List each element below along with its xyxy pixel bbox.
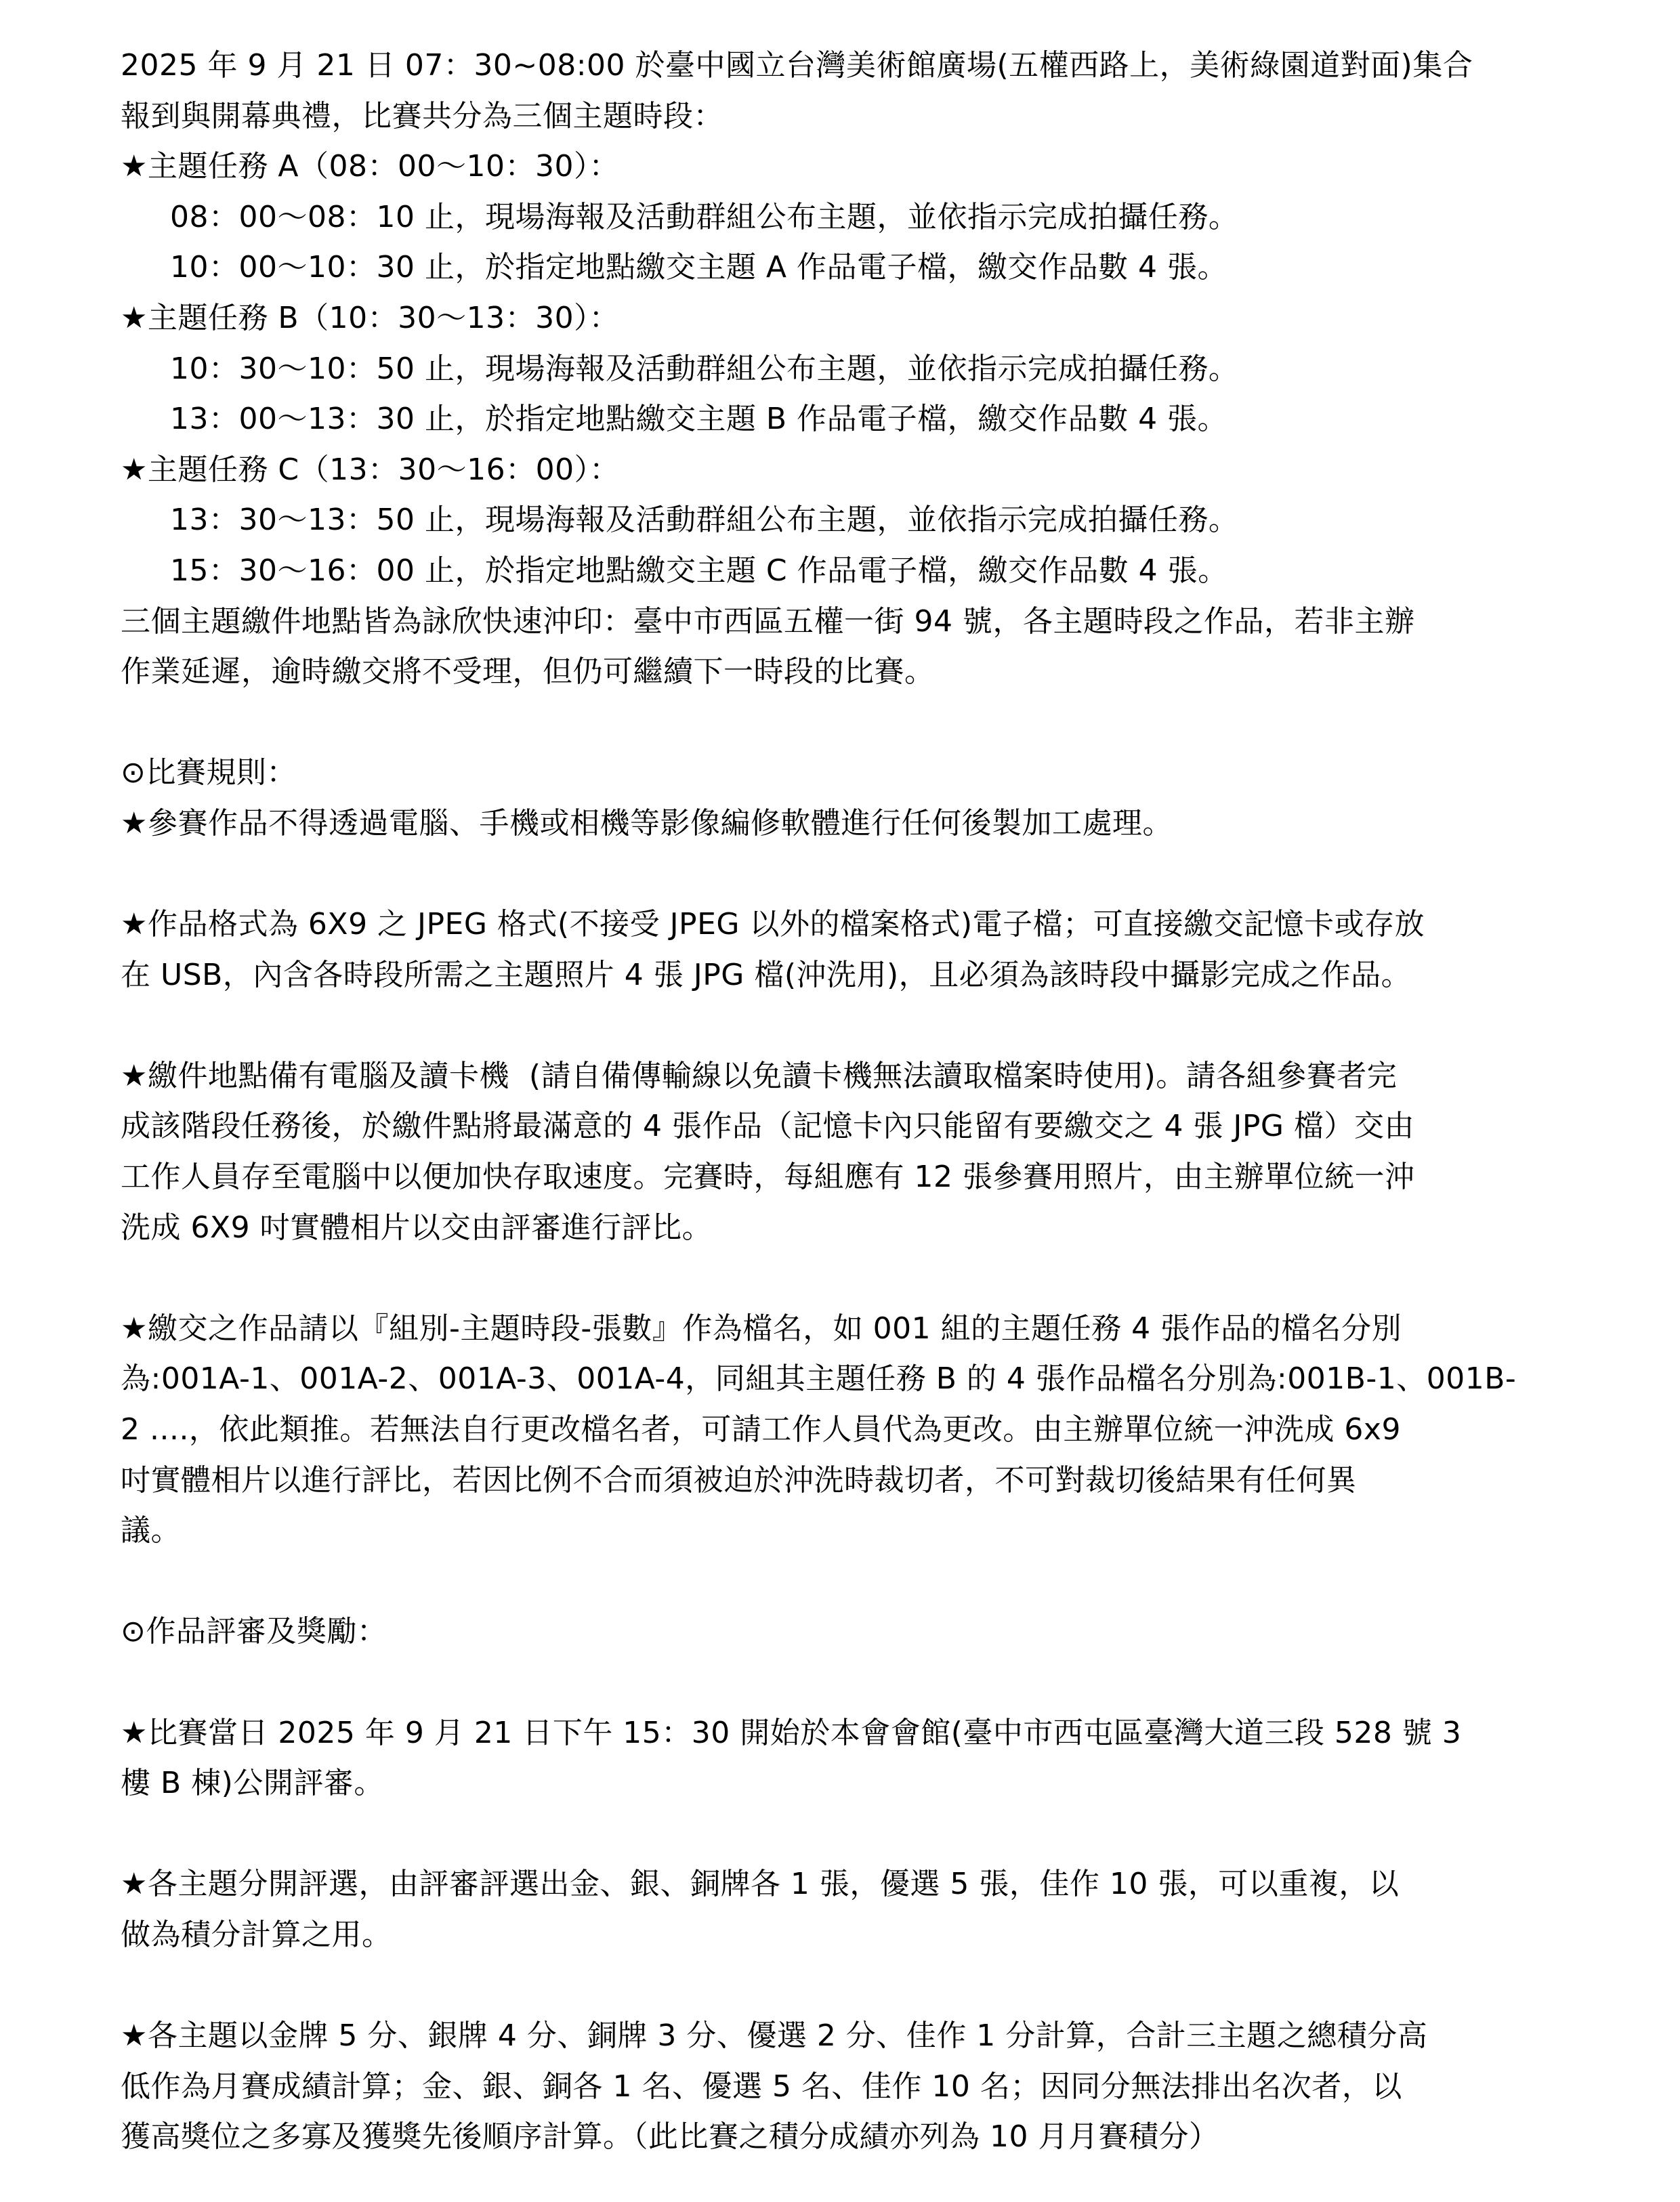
task-c-heading: ★主題任務 C（13：30～16：00）： xyxy=(121,452,620,487)
rule-3-line-1: ★繳件地點備有電腦及讀卡機 (請自備傳輸線以免讀卡機無法讀取檔案時使用)。請各組參賽者完 xyxy=(121,1058,1398,1093)
spacer xyxy=(121,1000,1570,1051)
judging-title: ⊙作品評審及獎勵： xyxy=(121,1614,387,1649)
document-page xyxy=(121,41,1570,2163)
judging-3-line-3: 獲高獎位之多寡及獲獎先後順序計算。（此比賽之積分成績亦列為 10 月月賽積分） xyxy=(121,2119,1219,2155)
rule-4-line-4: 吋實體相片以進行評比，若因比例不合而須被迫於沖洗時裁切者，不可對裁切後結果有任何異 xyxy=(121,1462,1357,1498)
rule-4-line-2: 為:001A-1、001A-2、001A-3、001A-4，同組其主題任務 B 的 4 張作品檔名分別為:001B-1、001B- xyxy=(121,1361,1517,1397)
intro-line-1: 2025 年 9 月 21 日 07：30~08:00 於臺中國立台灣美術館廣場(五權西路上，美術綠園道對面)集合 xyxy=(121,48,1473,83)
rule-4-line-1: ★繳交之作品請以『組別-主題時段-張數』作為檔名，如 001 組的主題任務 4 張作品的檔名分別 xyxy=(121,1311,1402,1346)
rule-3-line-2: 成該階段任務後，於繳件點將最滿意的 4 張作品（記憶卡內只能留有要繳交之 4 張 JPG 檔）交由 xyxy=(121,1109,1415,1144)
task-a-heading: ★主題任務 A（08：00～10：30）： xyxy=(121,149,619,184)
judging-3-line-2: 低作為月賽成績計算；金、銀、銅各 1 名、優選 5 名、佳作 10 名；因同分無法排出名次者，以 xyxy=(121,2069,1402,2104)
rule-4-line-5: 議。 xyxy=(121,1513,181,1548)
task-a-item-2: 10：00～10：30 止，於指定地點繳交主題 A 作品電子檔，繳交作品數 4 張。 xyxy=(170,250,1227,285)
judging-3-line-1: ★各主題以金牌 5 分、銀牌 4 分、銅牌 3 分、優選 2 分、佳作 1 分計算，合計三主題之總積分高 xyxy=(121,2018,1428,2054)
schedule-note-line-2: 作業延遲，逾時繳交將不受理，但仍可繼續下一時段的比賽。 xyxy=(121,654,935,690)
spacer xyxy=(121,849,1570,900)
spacer xyxy=(121,1253,1570,1304)
intro-line-2: 報到與開幕典禮，比賽共分為三個主題時段： xyxy=(121,98,723,133)
task-c-item-2: 15：30～16：00 止，於指定地點繳交主題 C 作品電子檔，繳交作品數 4 張。 xyxy=(170,553,1228,588)
rules-title: ⊙比賽規則： xyxy=(121,755,297,790)
task-a-item-1: 08：00～08：10 止，現場海報及活動群組公布主題，並依指示完成拍攝任務。 xyxy=(170,199,1239,234)
task-b-item-2: 13：00～13：30 止，於指定地點繳交主題 B 作品電子檔，繳交作品數 4 張。 xyxy=(170,402,1228,437)
rule-3-line-3: 工作人員存至電腦中以便加快存取速度。完賽時，每組應有 12 張參賽用照片，由主辦單位統一沖 xyxy=(121,1160,1415,1195)
judging-1-line-2: 樓 B 棟)公開評審。 xyxy=(121,1766,384,1801)
task-c-item-1: 13：30～13：50 止，現場海報及活動群組公布主題，並依指示完成拍攝任務。 xyxy=(170,503,1239,538)
judging-2-line-1: ★各主題分開評選，由評審評選出金、銀、銅牌各 1 張，優選 5 張，佳作 10 張，可以重複，以 xyxy=(121,1867,1400,1902)
task-b-heading: ★主題任務 B（10：30～13：30）： xyxy=(121,300,620,335)
spacer xyxy=(121,1657,1570,1708)
schedule-note-line-1: 三個主題繳件地點皆為詠欣快速沖印：臺中市西區五權一街 94 號，各主題時段之作品，若非主辦 xyxy=(121,604,1415,639)
rule-2-line-1: ★作品格式為 6X9 之 JPEG 格式(不接受 JPEG 以外的檔案格式)電子檔；可直接繳交記憶卡或存放 xyxy=(121,907,1425,942)
rule-1-line-1: ★參賽作品不得透過電腦、手機或相機等影像編修軟體進行任何後製加工處理。 xyxy=(121,805,1173,841)
spacer xyxy=(121,1809,1570,1860)
rule-4-line-3: 2 ....，依此類推。若無法自行更改檔名者，可請工作人員代為更改。由主辦單位統一沖洗成 6x9 xyxy=(121,1412,1401,1447)
task-b-item-1: 10：30～10：50 止，現場海報及活動群組公布主題，並依指示完成拍攝任務。 xyxy=(170,351,1239,386)
judging-1-line-1: ★比賽當日 2025 年 9 月 21 日下午 15：30 開始於本會會館(臺中市西屯區臺灣大道三段 528 號 3 xyxy=(121,1715,1462,1750)
spacer xyxy=(121,1961,1570,2012)
spacer xyxy=(121,1557,1570,1607)
judging-2-line-2: 做為積分計算之用。 xyxy=(121,1917,392,1952)
rule-3-line-4: 洗成 6X9 吋實體相片以交由評審進行評比。 xyxy=(121,1210,713,1245)
rule-2-line-2: 在 USB，內含各時段所需之主題照片 4 張 JPG 檔(沖洗用)，且必須為該時段中攝影完成之作品。 xyxy=(121,957,1412,992)
spacer xyxy=(121,698,1570,748)
